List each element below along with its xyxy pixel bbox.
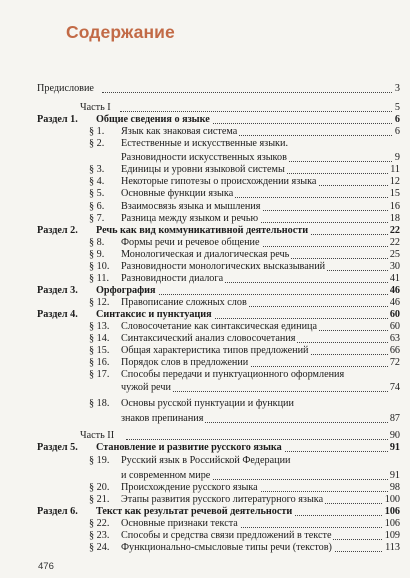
toc-section-number: § 12.: [89, 297, 110, 308]
toc-page-number: 25: [389, 249, 400, 260]
toc-entry: [0, 114, 410, 126]
toc-title: Орфография: [96, 285, 156, 296]
toc-entry: [0, 518, 410, 530]
toc-title: Этапы развития русского литературного языка: [121, 494, 324, 505]
dot-leader: [120, 110, 396, 112]
toc-page-number: 90: [389, 430, 400, 441]
toc-entry: [0, 413, 410, 425]
toc-entry: [0, 530, 410, 542]
toc-title: Разновидности диалога: [121, 273, 224, 284]
toc-entry: [0, 455, 410, 467]
toc-entry: [0, 152, 410, 164]
toc-title: Правописание сложных слов: [121, 297, 247, 308]
toc-page-number: 87: [389, 413, 400, 424]
toc-section-number: § 6.: [89, 201, 105, 212]
toc-page-number: 6: [394, 114, 400, 125]
toc-page-number: 5: [394, 102, 400, 113]
toc-page-number: 91: [389, 442, 400, 453]
toc-page-number: 9: [394, 152, 400, 163]
toc-section-number: § 21.: [89, 494, 110, 505]
toc-title: Естественные и искусственные языки.: [121, 138, 288, 149]
toc-entry: [0, 506, 410, 518]
toc-page-number: 100: [384, 494, 400, 505]
toc-title: Русский язык в Российской Федерации: [121, 455, 291, 466]
toc-entry: [0, 542, 410, 554]
toc-title: Становление и развитие русского языка: [96, 442, 282, 453]
toc-section-number: § 10.: [89, 261, 110, 272]
toc-entry: [0, 285, 410, 297]
toc-title: знаков препинания: [121, 413, 204, 424]
toc-title: чужой речи: [121, 382, 171, 393]
toc-title: Порядок слов в предложении: [121, 357, 249, 368]
toc-title: Разновидности монологических высказываний: [121, 261, 326, 272]
toc-entry: [0, 398, 410, 410]
toc-section-number: § 4.: [89, 176, 105, 187]
toc-entry: [0, 309, 410, 321]
dot-leader: [126, 438, 396, 440]
toc-section-number: § 7.: [89, 213, 105, 224]
toc-title: Основы русской пунктуации и функции: [121, 398, 294, 409]
toc-section-number: § 22.: [89, 518, 110, 529]
toc-title: Монологическая и диалогическая речь: [121, 249, 290, 260]
toc-title: Происхождение русского языка: [121, 482, 258, 493]
toc-title: Синтаксис и пунктуация: [96, 309, 212, 320]
toc-title: Основные признаки текста: [121, 518, 238, 529]
toc-section-number: § 9.: [89, 249, 105, 260]
toc-entry: [0, 138, 410, 150]
toc-page-number: 41: [389, 273, 400, 284]
toc-entry: [0, 345, 410, 357]
toc-section-number: § 2.: [89, 138, 105, 149]
toc-section-number: § 3.: [89, 164, 105, 175]
toc-section-number: § 20.: [89, 482, 110, 493]
toc-title: Текст как результат речевой деятельности: [96, 506, 293, 517]
toc-entry: [0, 369, 410, 381]
toc-title: Язык как знаковая система: [121, 126, 238, 137]
toc-title: Способы и средства связи предложений в тексте: [121, 530, 332, 541]
toc-title: Разница между языком и речью: [121, 213, 259, 224]
toc-section-number: § 18.: [89, 398, 110, 409]
toc-title: Взаимосвязь языка и мышления: [121, 201, 261, 212]
toc-page-number: 22: [389, 225, 400, 236]
toc-section-number: § 1.: [89, 126, 105, 137]
toc-page-number: 98: [389, 482, 400, 493]
toc-page-number: 6: [394, 126, 400, 137]
toc-title: Разновидности искусственных языков: [121, 152, 287, 163]
toc-title: Некоторые гипотезы о происхождении языка: [121, 176, 317, 187]
toc-title: и современном мире: [121, 470, 211, 481]
toc-entry: [0, 102, 410, 114]
toc-entry: [0, 164, 410, 176]
toc-title: Общая характеристика типов предложений: [121, 345, 309, 356]
toc-entry: [0, 297, 410, 309]
toc-page-number: 18: [389, 213, 400, 224]
toc-entry: [0, 357, 410, 369]
toc-section-number: § 8.: [89, 237, 105, 248]
toc-entry: [0, 442, 410, 454]
toc-entry: [0, 470, 410, 482]
toc-section-number: § 15.: [89, 345, 110, 356]
toc-page-number: 3: [394, 83, 400, 94]
toc-entry: [0, 333, 410, 345]
toc-entry: [0, 321, 410, 333]
toc-page-number: 106: [384, 506, 400, 517]
toc-section-number: § 19.: [89, 455, 110, 466]
toc-page-number: 46: [389, 285, 400, 296]
toc-page-number: 12: [389, 176, 400, 187]
toc-section-number: § 14.: [89, 333, 110, 344]
toc-title: Общие сведения о языке: [96, 114, 210, 125]
toc-section-number: § 23.: [89, 530, 110, 541]
toc-section-number: § 11.: [89, 273, 109, 284]
toc-chapter-label: Раздел 2.: [37, 225, 78, 236]
toc-page-number: 16: [389, 201, 400, 212]
toc-section-number: § 24.: [89, 542, 110, 553]
toc-page-number: 106: [384, 518, 400, 529]
toc-page-number: 113: [385, 542, 400, 553]
toc-title: Словосочетание как синтаксическая единица: [121, 321, 318, 332]
toc-chapter-label: Раздел 3.: [37, 285, 78, 296]
toc-title: Основные функции языка: [121, 188, 234, 199]
toc-page-number: 11: [390, 164, 400, 175]
dot-leader: [102, 91, 396, 93]
toc-entry: [0, 237, 410, 249]
toc-entry: [0, 261, 410, 273]
toc-title: Функционально-смысловые типы речи (текстов): [121, 542, 332, 553]
toc-part-label: Часть II: [80, 430, 115, 441]
toc-section-number: § 5.: [89, 188, 105, 199]
toc-page-number: 109: [384, 530, 400, 541]
toc-entry: [0, 83, 410, 95]
toc-entry: [0, 249, 410, 261]
toc-page-number: 74: [389, 382, 400, 393]
toc-page-number: 91: [389, 470, 400, 481]
toc-entry: [0, 225, 410, 237]
toc-entry: [0, 213, 410, 225]
toc-title: Единицы и уровни языковой системы: [121, 164, 285, 175]
toc-entry: [0, 494, 410, 506]
toc-entry: [0, 273, 410, 285]
toc-section-number: § 13.: [89, 321, 110, 332]
toc-entry: [0, 201, 410, 213]
toc-entry: [0, 188, 410, 200]
toc-entry: [0, 482, 410, 494]
toc-entry: [0, 382, 410, 394]
toc-section-number: § 16.: [89, 357, 110, 368]
toc-entry: [0, 176, 410, 188]
toc-chapter-label: Раздел 5.: [37, 442, 78, 453]
toc-page-number: 72: [389, 357, 400, 368]
toc-title: Способы передачи и пунктуационного оформления: [121, 369, 345, 380]
toc-page-number: 46: [389, 297, 400, 308]
toc-page-number: 66: [389, 345, 400, 356]
toc-page-number: 22: [389, 237, 400, 248]
toc-page-number: 60: [389, 321, 400, 332]
toc-page-number: 63: [389, 333, 400, 344]
toc-title: Речь как вид коммуникативной деятельности: [96, 225, 309, 236]
toc-part-label: Часть I: [80, 102, 111, 113]
page-number: 476: [38, 561, 54, 572]
toc-chapter-label: Раздел 4.: [37, 309, 78, 320]
toc-chapter-label: Раздел 6.: [37, 506, 78, 517]
toc-section-number: § 17.: [89, 369, 110, 380]
toc-title: Синтаксический анализ словосочетания: [121, 333, 296, 344]
toc-chapter-label: Раздел 1.: [37, 114, 78, 125]
toc-title: Формы речи и речевое общение: [121, 237, 260, 248]
toc-entry: [0, 126, 410, 138]
toc-entry: [0, 430, 410, 442]
toc-page-number: 60: [389, 309, 400, 320]
toc-page-number: 15: [389, 188, 400, 199]
toc-label: Предисловие: [37, 83, 94, 94]
page-title: Содержание: [66, 22, 175, 42]
toc-page-number: 30: [389, 261, 400, 272]
